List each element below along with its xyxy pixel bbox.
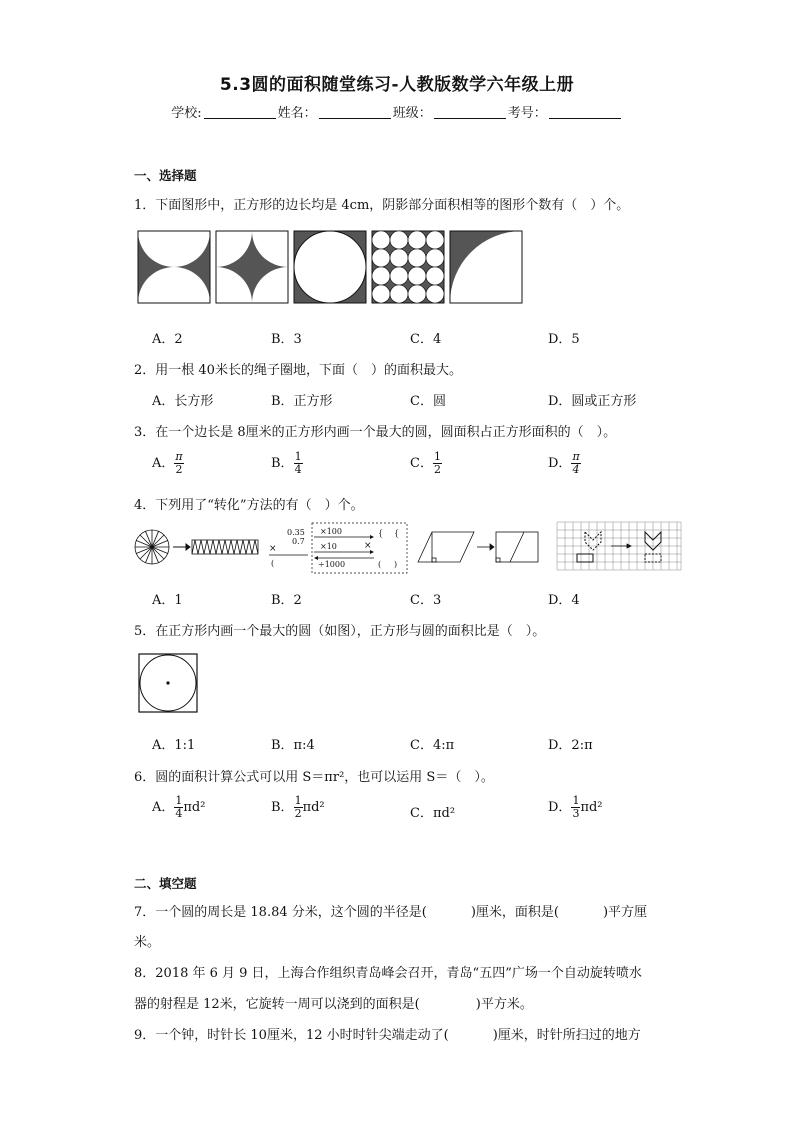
shaded-square-figure-3	[294, 231, 366, 303]
question-6: 6．圆的面积计算公式可以用 S＝πr²，也可以运用 S＝（ ）。	[134, 770, 494, 785]
q3-option-c-label: C．	[410, 456, 433, 471]
fraction-denominator: 3	[572, 807, 580, 820]
q6-option-c-tail: πd²	[432, 806, 456, 821]
q3-option-b-label: B．	[271, 456, 294, 471]
exam-no-label: 考号：	[507, 106, 547, 121]
q3-option-b	[271, 451, 303, 476]
q6-option-c	[410, 802, 455, 821]
q5-option-d: D．2:π	[548, 738, 593, 753]
q8-text-a: 器的射程是 12米，它旋转一周可以浇到的面积是(	[134, 997, 420, 1012]
parallelogram-to-rectangle-figure	[418, 532, 538, 562]
shaded-square-figure-5	[450, 231, 522, 303]
grid-translation-figure	[557, 522, 681, 570]
q2-option-b: B．正方形	[271, 394, 333, 409]
decimal-multiplication-figure	[269, 523, 407, 573]
times-100-label: ×100	[320, 527, 342, 536]
times-sign: ×	[269, 544, 277, 554]
times-sign-2: ×	[364, 541, 372, 551]
q1-option-b: B．3	[271, 332, 302, 347]
factor-1: 0.35	[287, 528, 305, 537]
q1-option-a: A．2	[152, 332, 183, 347]
q3-option-b-fraction	[294, 451, 303, 476]
q3-option-d-label: D．	[548, 456, 572, 471]
q5-option-c: C．4:π	[410, 738, 455, 753]
q3-option-a-fraction	[174, 451, 183, 476]
exam-no-blank	[549, 105, 621, 119]
q3-option-d-fraction	[571, 451, 580, 476]
q4-option-c: C．3	[410, 593, 442, 608]
question-8-line-2	[134, 993, 533, 1012]
fraction-denominator: 2	[433, 463, 441, 476]
question-2: 2．用一根 40米长的绳子圈地，下面（ ）的面积最大。	[134, 363, 462, 378]
fraction-numerator: 1	[175, 794, 183, 807]
shaded-square-figure-2	[216, 231, 288, 303]
q7-text-a: 7．一个圆的周长是 18.84 分米，这个圆的半径是(	[134, 905, 427, 920]
divide-1000-label: ÷1000	[318, 560, 346, 569]
square-with-circle-figure	[138, 653, 200, 715]
question-3: 3．在一个边长是 8厘米的正方形内画一个最大的圆，圆面积占正方形面积的（ ）。	[134, 425, 617, 440]
q3-option-a-label: A．	[152, 456, 175, 471]
q5-option-b: B．π:4	[271, 738, 315, 753]
fraction-numerator: 1	[294, 450, 302, 463]
q4-option-a: A．1	[152, 593, 183, 608]
q3-option-a	[152, 451, 184, 476]
fraction-numerator: π	[572, 450, 580, 463]
q3-option-c	[410, 451, 442, 476]
q6-option-b-fraction	[294, 795, 303, 820]
shaded-square-figure-1	[138, 231, 210, 303]
question-4-figures	[132, 520, 684, 576]
q6-option-b-label: B．	[271, 800, 294, 815]
q6-option-b	[271, 795, 325, 820]
school-label: 学校:	[171, 106, 202, 121]
question-7-line-2: 米。	[134, 935, 161, 950]
q3-option-d	[548, 451, 581, 476]
right-paren: )	[394, 560, 398, 569]
q6-option-a-label: A．	[152, 800, 175, 815]
question-8-line-1: 8．2018 年 6 月 9 日，上海合作组织青岛峰会召开，青岛“五四”广场一个自动旋转喷水	[134, 966, 642, 981]
q7-text-b: )厘米，面积是(	[470, 905, 559, 920]
section-fill-heading: 二、填空题	[134, 876, 197, 891]
class-label: 班级：	[392, 106, 432, 121]
brace-1: {	[378, 529, 384, 538]
q8-text-b: )平方米。	[475, 997, 533, 1012]
fraction-numerator: 1	[433, 450, 441, 463]
q3-option-c-fraction	[433, 451, 442, 476]
question-1-figures	[137, 230, 525, 304]
q6-option-c-label: C．	[410, 806, 433, 821]
question-9-line-1	[134, 1024, 641, 1043]
q4-option-d: D．4	[548, 593, 580, 608]
brace-2: {	[394, 529, 400, 538]
q6-option-d-tail: πd²	[580, 800, 603, 815]
section-choice-heading: 一、选择题	[134, 168, 197, 183]
name-blank	[319, 105, 391, 119]
q1-option-d: D．5	[548, 332, 580, 347]
shaded-square-figure-4	[372, 231, 444, 303]
q6-option-a-tail: πd²	[183, 800, 206, 815]
question-5: 5．在正方形内画一个最大的圆（如图），正方形与圆的面积比是（ ）。	[134, 624, 546, 639]
sector-circle-figure	[135, 530, 169, 564]
q9-text-a: 9．一个钟，时针长 10厘米，12 小时时针尖端走动了(	[134, 1028, 449, 1043]
name-label: 姓名：	[277, 106, 317, 121]
fraction-numerator: π	[175, 450, 183, 463]
q6-option-a	[152, 795, 205, 820]
left-paren-2: (	[378, 560, 382, 569]
fraction-denominator: 2	[175, 463, 183, 476]
question-4: 4．下列用了“转化”方法的有（ ）个。	[134, 498, 364, 513]
question-1: 1．下面图形中，正方形的边长均是 4cm，阴影部分面积相等的图形个数有（ ）个。	[134, 198, 630, 213]
q6-option-d	[548, 795, 603, 820]
times-10-label: ×10	[320, 542, 337, 551]
page-title: 5.3圆的面积随堂练习-人教版数学六年级上册	[219, 75, 575, 95]
q6-option-d-label: D．	[548, 800, 572, 815]
class-blank	[434, 105, 506, 119]
q2-option-a: A．长方形	[152, 394, 214, 409]
rearranged-sectors-figure	[192, 540, 258, 554]
q5-option-a: A．1:1	[152, 738, 196, 753]
question-7-line-1	[134, 901, 647, 920]
q1-option-c: C．4	[410, 332, 442, 347]
fraction-numerator: 1	[572, 794, 580, 807]
q2-option-d: D．圆或正方形	[548, 394, 637, 409]
student-info-line	[0, 102, 794, 121]
arrow-icon	[173, 544, 190, 550]
q4-option-b: B．2	[271, 593, 302, 608]
fraction-denominator: 4	[175, 807, 183, 820]
q6-option-b-tail: πd²	[302, 800, 325, 815]
q2-option-c: C．圆	[410, 394, 446, 409]
fraction-numerator: 1	[294, 794, 302, 807]
fraction-denominator: 4	[572, 463, 580, 476]
fraction-denominator: 4	[294, 463, 302, 476]
q9-text-b: )厘米，时针所扫过的地方	[492, 1028, 641, 1043]
factor-2: 0.7	[292, 537, 305, 546]
left-paren: (	[271, 559, 275, 568]
q7-text-c: )平方厘	[602, 905, 648, 920]
fraction-denominator: 2	[294, 807, 302, 820]
school-blank	[204, 105, 276, 119]
